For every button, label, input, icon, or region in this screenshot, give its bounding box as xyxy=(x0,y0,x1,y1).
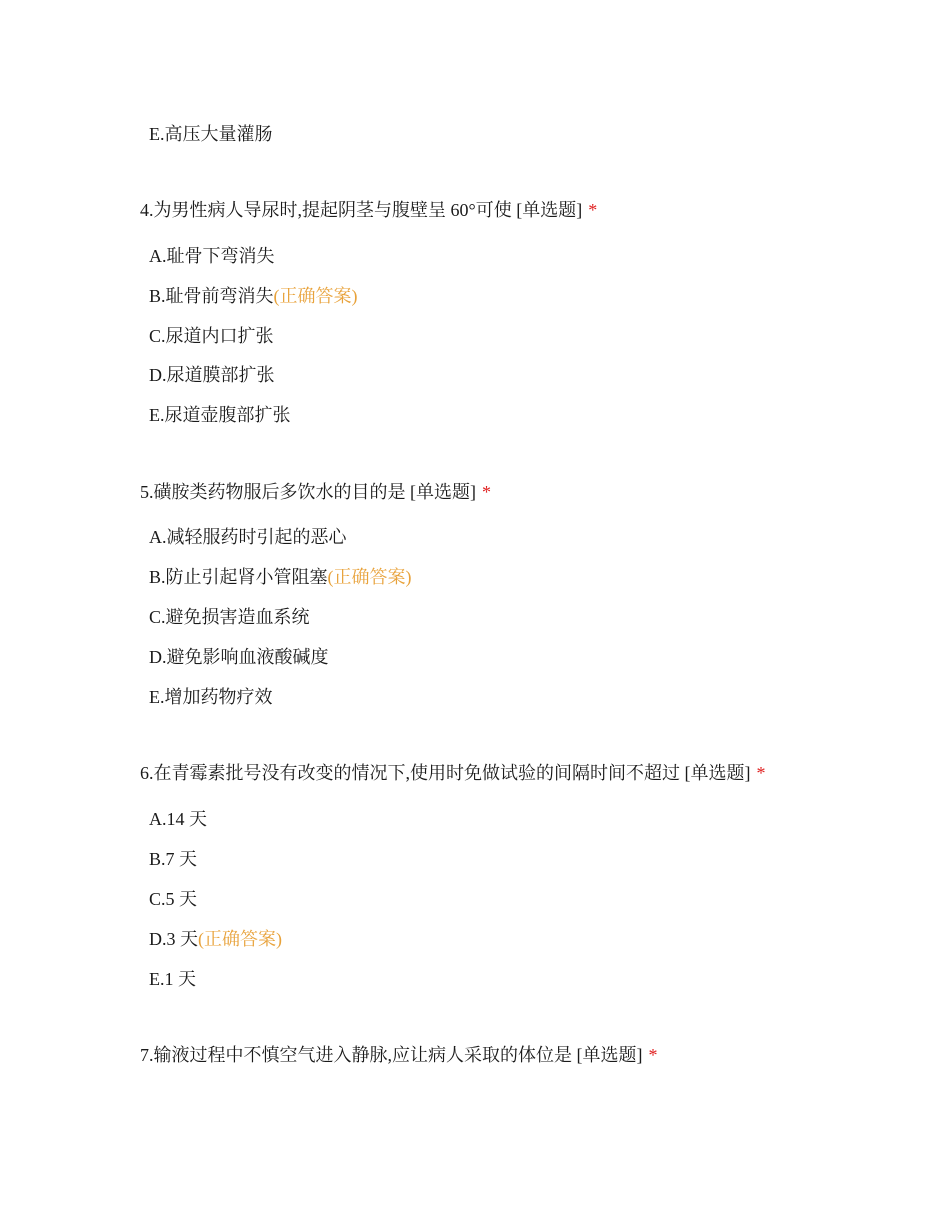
required-mark: * xyxy=(482,482,491,502)
required-mark: * xyxy=(588,200,598,220)
question-text: 4.为男性病人导尿时,提起阴茎与腹壁呈 60°可使 [单选题] xyxy=(140,200,583,220)
question-5-option-a xyxy=(149,525,347,549)
correct-answer-marker: (正确答案) xyxy=(327,567,412,587)
question-4-option-b xyxy=(149,284,358,308)
option-label: E.1 天 xyxy=(149,969,196,989)
question-5-option-e xyxy=(149,685,273,709)
question-4-option-d xyxy=(149,363,275,387)
option-label: A.减轻服药时引起的恶心 xyxy=(149,527,347,547)
question-text: 6.在青霉素批号没有改变的情况下,使用时免做试验的间隔时间不超过 [单选题] xyxy=(140,763,751,783)
option-label: D.避免影响血液酸碱度 xyxy=(149,647,329,667)
question-5-option-d xyxy=(149,645,329,669)
option-label: B.防止引起肾小管阻塞 xyxy=(149,567,328,587)
option-label: D.尿道膜部扩张 xyxy=(149,365,275,385)
option-label: A.耻骨下弯消失 xyxy=(149,246,275,266)
question-4-option-c xyxy=(149,324,274,348)
option-label: A.14 天 xyxy=(149,809,207,829)
option-prev-e xyxy=(149,122,273,146)
question-4-option-e xyxy=(149,403,291,427)
question-4-title xyxy=(140,198,597,222)
question-7-title xyxy=(140,1043,658,1067)
question-6-option-d xyxy=(149,927,282,951)
question-6-option-b xyxy=(149,847,197,871)
question-5-option-c xyxy=(149,605,310,629)
option-label: B.7 天 xyxy=(149,849,198,869)
question-6-option-e xyxy=(149,967,196,991)
required-mark: * xyxy=(756,763,766,783)
option-label: C.避免损害造血系统 xyxy=(149,607,310,627)
question-4-option-a xyxy=(149,244,275,268)
question-6-title xyxy=(140,761,766,785)
question-6-option-a xyxy=(149,807,207,831)
required-mark: * xyxy=(648,1045,658,1065)
question-5-option-b xyxy=(149,565,412,589)
option-label: E.高压大量灌肠 xyxy=(149,124,273,144)
question-text: 7.输液过程中不慎空气进入静脉,应让病人采取的体位是 [单选题] xyxy=(140,1045,643,1065)
question-5-title xyxy=(140,480,491,504)
option-label: B.耻骨前弯消失 xyxy=(149,286,274,306)
option-label: C.5 天 xyxy=(149,889,198,909)
question-6-option-c xyxy=(149,887,197,911)
option-label: E.增加药物疗效 xyxy=(149,687,273,707)
option-label: C.尿道内口扩张 xyxy=(149,326,274,346)
option-label: E.尿道壶腹部扩张 xyxy=(149,405,291,425)
correct-answer-marker: (正确答案) xyxy=(273,286,358,306)
correct-answer-marker: (正确答案) xyxy=(198,929,282,949)
option-label: D.3 天 xyxy=(149,929,198,949)
question-text: 5.磺胺类药物服后多饮水的目的是 [单选题] xyxy=(140,482,476,502)
